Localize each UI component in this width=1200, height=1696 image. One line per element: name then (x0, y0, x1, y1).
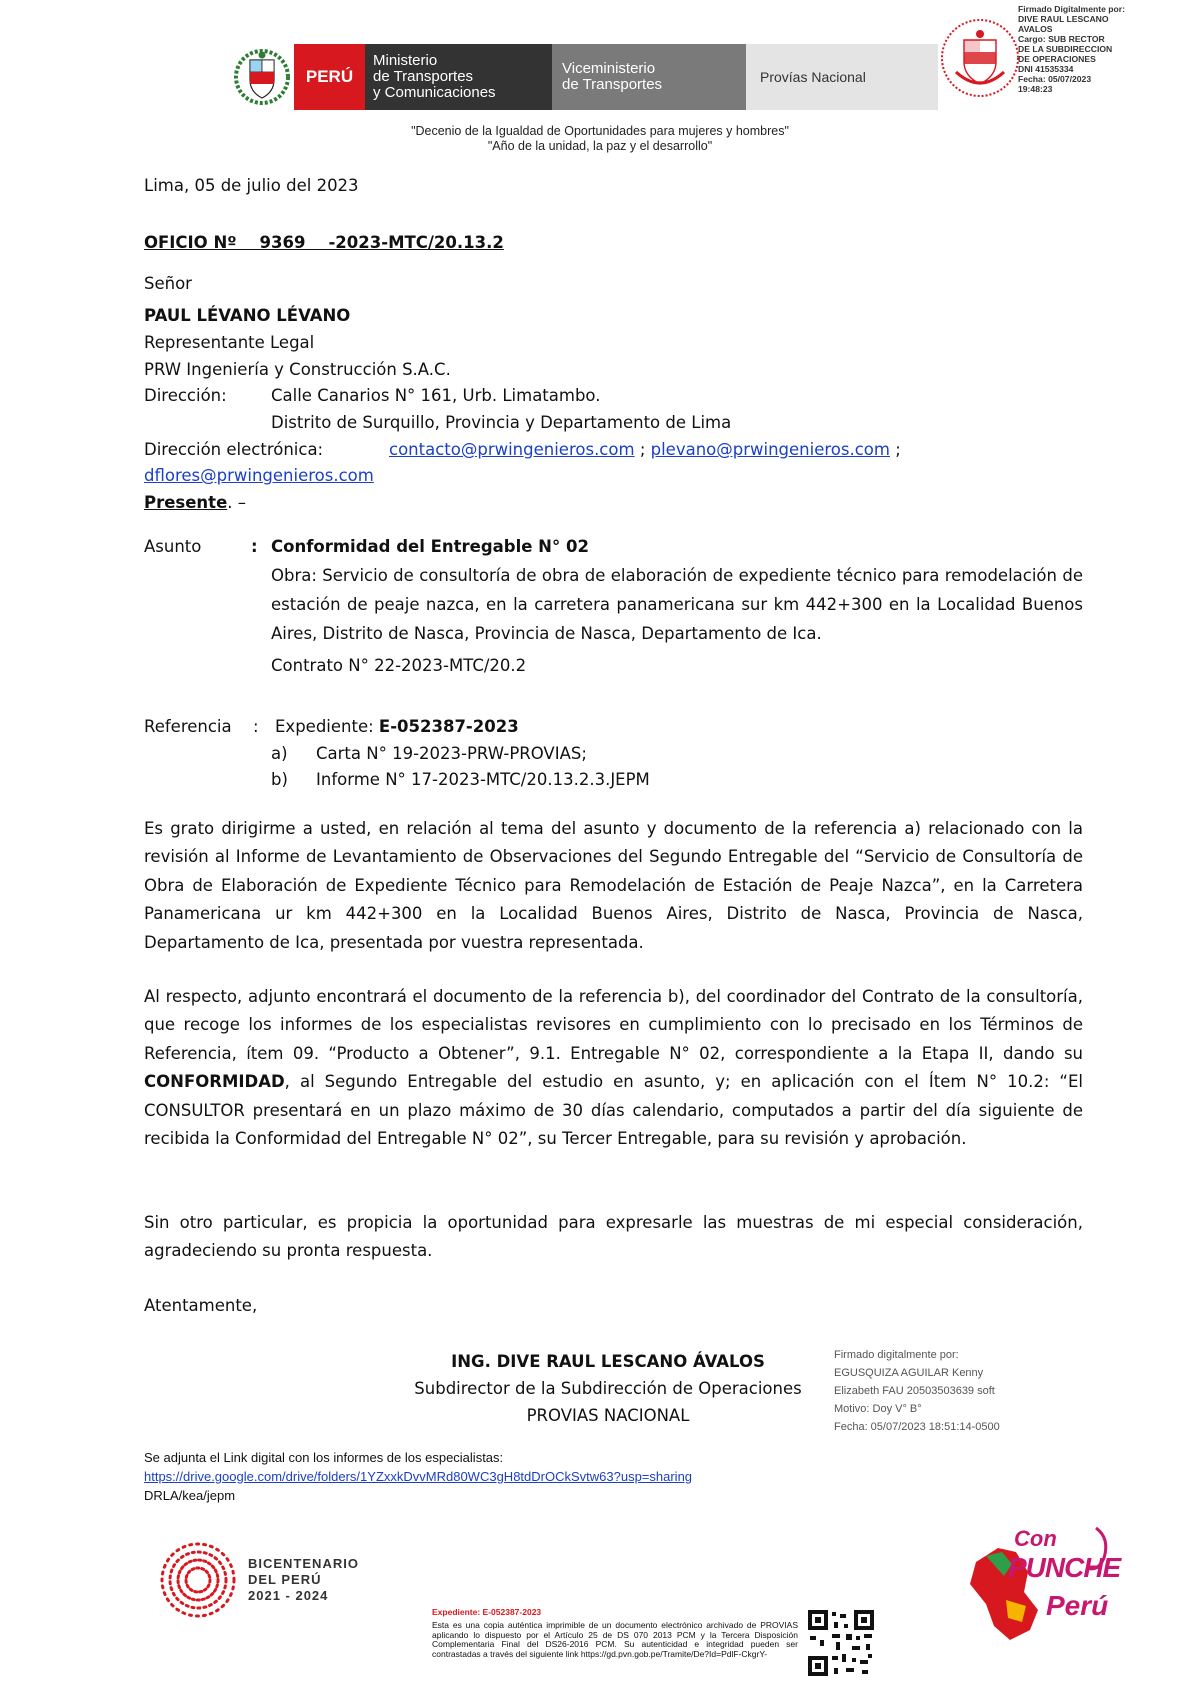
email-link-contacto[interactable]: contacto@prwingenieros.com (389, 440, 635, 459)
shield-icon (234, 46, 290, 108)
drive-link[interactable]: https://drive.google.com/drive/folders/1YZxxkDvvMRd80WC3gH8tdDrOCkSvtw63?usp=sharing (144, 1469, 693, 1484)
asunto-body: Obra: Servicio de consultoría de obra de elaboración de expediente técnico para remodelación de estación de peaje nazca, en la carretera panamericana sur km 442+300 en la Localidad Buenos Aires, Distrito de Nasca, Provincia de Nasca, Departamento de Ica. (271, 566, 1083, 643)
year-motto: "Año de la unidad, la paz y el desarrollo" (487, 139, 713, 153)
address-line-1: Calle Canarios N° 161, Urb. Limatambo. (271, 386, 601, 405)
signature-seal (1018, 4, 1128, 94)
recipient-name: PAUL LÉVANO LÉVANO (144, 306, 351, 325)
coat-of-arms-logo (234, 44, 294, 110)
conformidad-word: CONFORMIDAD (144, 1072, 285, 1092)
peru-label: PERÚ (305, 67, 354, 86)
ref-b-text: Informe N° 17-2023-MTC/20.13.2.3.JEPM (316, 770, 650, 789)
referencia-colon: : (253, 717, 259, 736)
initials: DRLA/kea/jepm (144, 1488, 236, 1503)
presente-word: Presente (144, 493, 228, 512)
presente-line (144, 489, 246, 516)
expediente-value: E-052387-2023 (378, 717, 519, 736)
presente-tail: . – (227, 493, 247, 512)
paragraph-3: Sin otro particular, es propicia la oportunidad para expresarle las muestras de mi especial consideración, agradeciendo su pronta respuesta. (144, 1213, 1083, 1261)
address-line-2: Distrito de Surquillo, Provincia y Departamento de Lima (271, 413, 732, 432)
viceministry-name: Viceministerio de Transportes (562, 60, 663, 93)
date-line: Lima, 05 de julio del 2023 (144, 176, 359, 195)
qr-code-icon (806, 1608, 876, 1678)
peru-brand-block (294, 44, 365, 110)
punche-peru: Perú (1046, 1590, 1109, 1621)
signer-title: Subdirector de la Subdirección de Operaciones (414, 1379, 802, 1398)
closing: Atentamente, (144, 1296, 258, 1315)
legal-note: Esta es una copia auténtica imprimible de un documento electrónico archivado de PROVIAS aplicando lo dispuesto por el Artículo 25 de DS 070 2013 PCM y la Tercera Disposición Complementaria Final del DS26-2016 PCM. Su autenticidad e integridad pueden ser contrastadas a través del siguiente link https://gd.pvn.gob.pe/Tramite/De?Id=PdlF-CkgrY- (432, 1620, 798, 1659)
provias-name: Provías Nacional (760, 69, 866, 85)
company-name: PRW Ingeniería y Construcción S.A.C. (144, 360, 451, 379)
contrato-line: Contrato N° 22-2023-MTC/20.2 (271, 656, 527, 675)
asunto-title: Conformidad del Entregable N° 02 (271, 537, 589, 556)
ref-b-marker: b) (271, 770, 288, 789)
con-punche-peru-logo (946, 1522, 1136, 1652)
top-signature-text: Firmado Digitalmente por: DIVE RAUL LESCANO AVALOS Cargo: SUB RECTOR DE LA SUBDIRECCION DE OPERACIONES DNI 41535334 Fecha: 05/07/2023 19:48:23 (1018, 4, 1125, 94)
bicentenario-sunburst-icon (156, 1538, 240, 1622)
viceministry-block (552, 44, 746, 110)
address-label: Dirección: (144, 386, 227, 405)
bicentenario-logo (156, 1538, 240, 1626)
decade-motto: "Decenio de la Igualdad de Oportunidades para mujeres y hombres" (411, 124, 789, 138)
provias-block (746, 44, 938, 110)
paragraph-2-part-a: Al respecto, adjunto encontrará el documento de la referencia b), del coordinador del Contrato de la consultoría, que recoge los informes de los especialistas revisores en cumplimiento con lo precisado en los Términos de Referencia, ítem 09. “Producto a Obtener”, 9.1. Entregable N° 02, correspondiente a la Etapa II, dando su (144, 987, 1083, 1063)
ref-a-marker: a) (271, 744, 288, 763)
paragraph-2 (144, 983, 1083, 1153)
ministry-block (365, 44, 552, 110)
attach-note: Se adjunta el Link digital con los informes de los especialistas: (144, 1450, 504, 1465)
ref-a-text: Carta N° 19-2023-PRW-PROVIAS; (316, 744, 587, 763)
email-link-plevano[interactable]: plevano@prwingenieros.com (650, 440, 890, 459)
seal-icon (938, 16, 1022, 100)
punche-word: PUNCHE (1008, 1552, 1121, 1583)
visto-bueno-stamp: Firmado digitalmente por: EGUSQUIZA AGUILAR Kenny Elizabeth FAU 20503503639 soft Motivo: Doy V° B° Fecha: 05/07/2023 18:51:14-0500 (834, 1349, 1000, 1433)
signer-org: PROVIAS NACIONAL (526, 1406, 690, 1425)
qr-code (806, 1608, 876, 1682)
asunto-colon: : (251, 537, 258, 556)
email-line-2 (144, 462, 374, 489)
salutation: Señor (144, 274, 192, 293)
signer-name: ING. DIVE RAUL LESCANO ÁVALOS (451, 1352, 765, 1371)
expediente-line (275, 713, 519, 740)
email-separator: ; (895, 440, 901, 459)
email-label: Dirección electrónica: (144, 440, 324, 459)
oficio-number: OFICIO Nº 9369 -2023-MTC/20.13.2 (144, 233, 504, 252)
expediente-label: Expediente: (275, 717, 379, 736)
recipient-role: Representante Legal (144, 333, 315, 352)
paragraph-1: Es grato dirigirme a usted, en relación al tema del asunto y documento de la referencia a) relacionado con la revisión al Informe de Levantamiento de Observaciones del Segundo Entregable del “Servicio de Consultoría de Obra de Elaboración de Expediente Técnico para Remodelación de Estación de Peaje Nazca”, en la Carretera Panamericana ur km 442+300 en la Localidad Buenos Aires, Distrito de Nasca, Provincia de Nasca, Departamento de Ica, presentada por vuestra representada. (144, 819, 1083, 952)
email-link-dflores[interactable]: dflores@prwingenieros.com (144, 466, 374, 485)
punche-con: Con (1014, 1526, 1057, 1551)
email-separator: ; (639, 440, 646, 459)
asunto-label: Asunto (144, 537, 202, 556)
expediente-small: Expediente: E-052387-2023 (432, 1607, 542, 1617)
ministry-name: Ministerio de Transportes y Comunicaciones (373, 52, 496, 101)
referencia-label: Referencia (144, 717, 232, 736)
bicentenario-text: BICENTENARIO DEL PERÚ 2021 - 2024 (248, 1556, 359, 1603)
email-list (389, 436, 901, 463)
paragraph-2-part-b: , al Segundo Entregable del estudio en asunto, y; en aplicación con el Ítem N° 10.2: “El CONSULTOR presentará en un plazo máximo de 30 días calendario, computados a partir del día siguiente de recibida la Conformidad del Entregable N° 02”, su Tercer Entregable, para su revisión y aprobación. (144, 1072, 1083, 1149)
